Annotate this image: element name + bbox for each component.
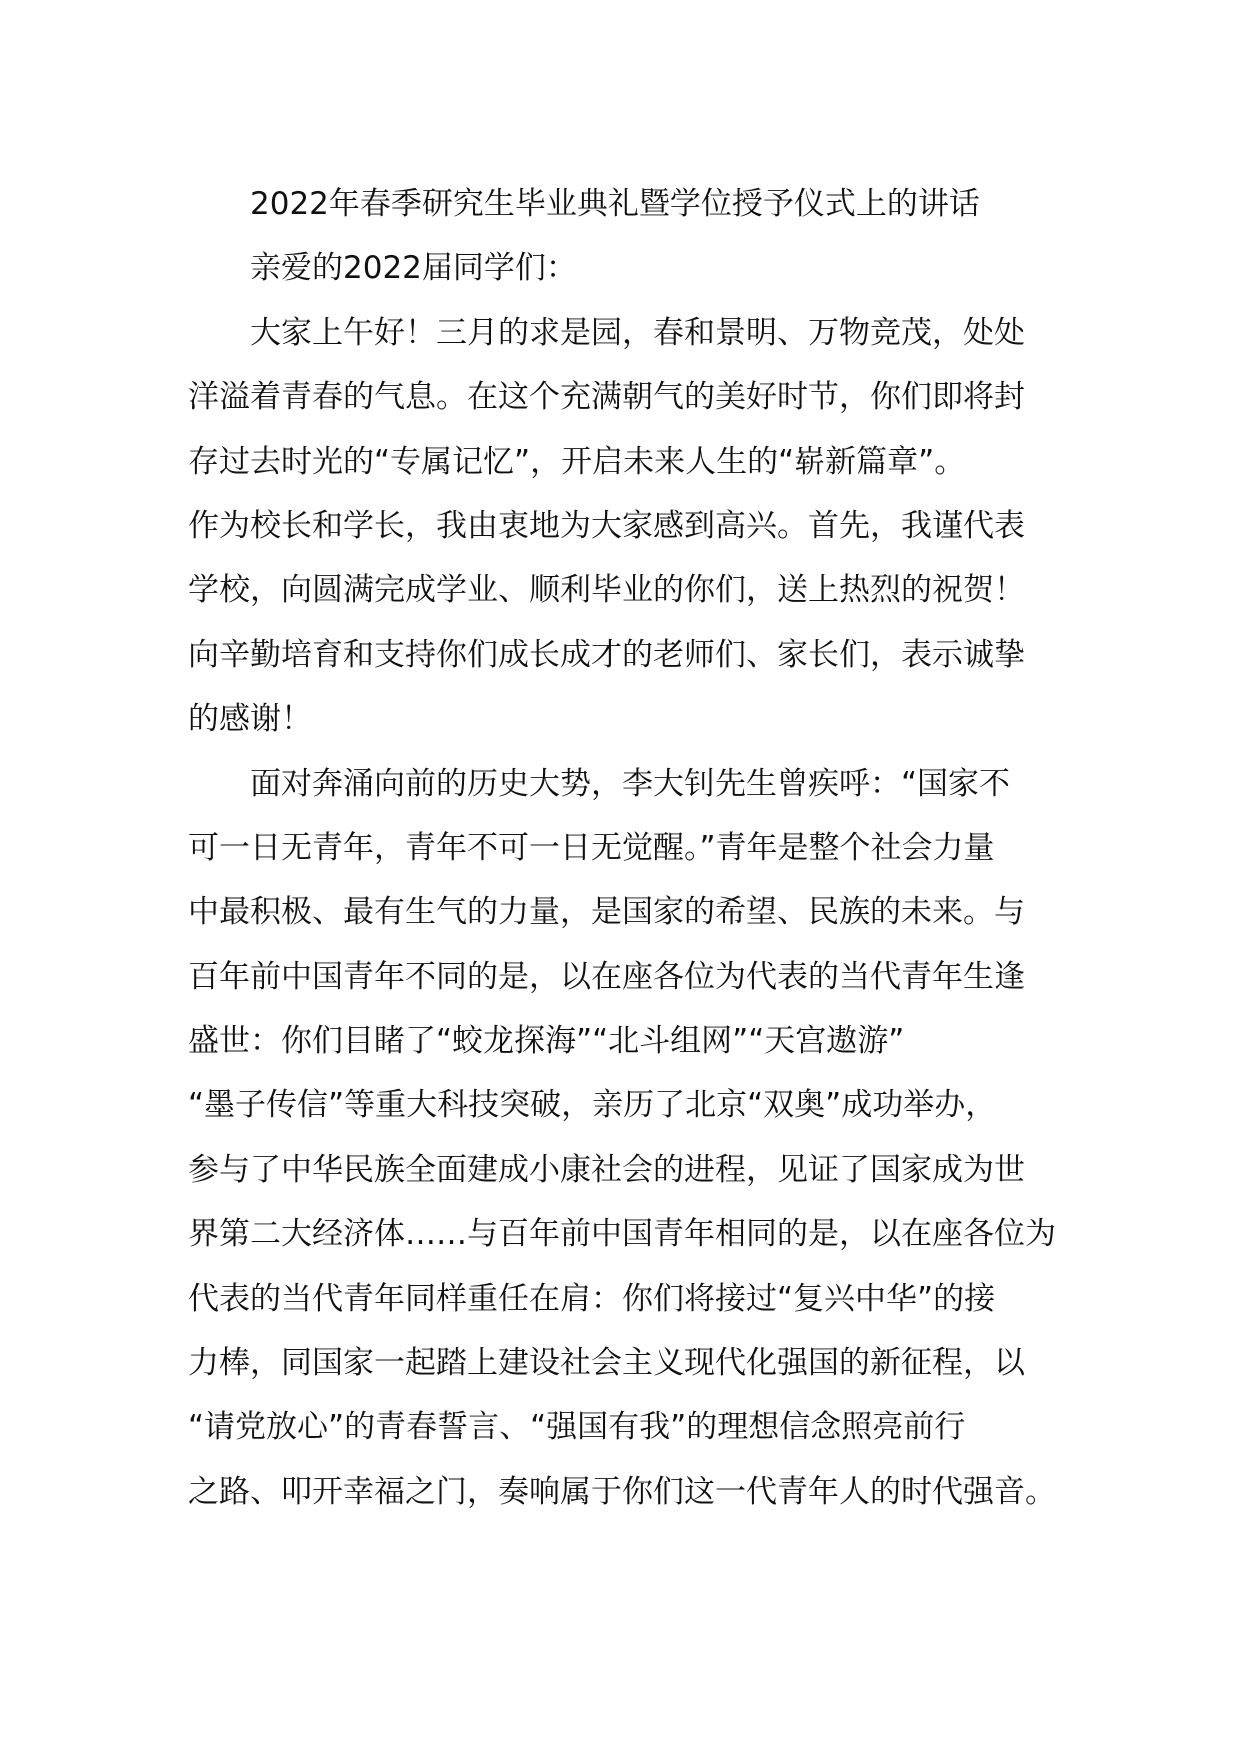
paragraph-line: 代表的当代青年同样重任在肩：你们将接过“复兴中华”的接 [188,1280,996,1317]
paragraph-line: 盛世：你们目睹了“蛟龙探海”“北斗组网”“天宫遨游” [188,1023,905,1060]
paragraph-line: 百年前中国青年不同的是，以在座各位为代表的当代青年生逢 [188,958,1025,995]
paragraph-line: 作为校长和学长，我由衷地为大家感到高兴。首先，我谨代表 [188,507,1025,544]
paragraph-line: 中最积极、最有生气的力量，是国家的希望、民族的未来。与 [188,894,1025,931]
paragraph-line: “墨子传信”等重大科技突破，亲历了北京“双奥”成功举办， [188,1087,997,1124]
paragraph-line: 存过去时光的“专属记忆”，开启未来人生的“崭新篇章”。 [188,443,966,480]
paragraph-line: 学校，向圆满完成学业、顺利毕业的你们，送上热烈的祝贺！ [188,572,1025,609]
paragraph-line: 面对奔涌向前的历史大势，李大钊先生曾疾呼：“国家不 [250,765,1011,802]
paragraph-line: “请党放心”的青春誓言、“强国有我”的理想信念照亮前行 [188,1409,966,1446]
paragraph-1 [188,301,1064,752]
paragraph-line: 大家上午好！三月的求是园，春和景明、万物竞茂，处处 [250,314,1025,351]
paragraph-line: 可一日无青年，青年不可一日无觉醒。”青年是整个社会力量 [188,829,995,866]
document-body [188,172,1064,1524]
document-title: 2022年春季研究生毕业典礼暨学位授予仪式上的讲话 [250,186,980,222]
paragraph-line: 向辛勤培育和支持你们成长成才的老师们、家长们，表示诚挚 [188,636,1025,673]
paragraph-line: 的感谢！ [188,701,312,738]
paragraph-line: 参与了中华民族全面建成小康社会的进程，见证了国家成为世 [188,1151,1025,1188]
paragraph-line: 洋溢着青春的气息。在这个充满朝气的美好时节，你们即将封 [188,379,1025,416]
salutation: 亲爱的2022届同学们： [250,250,577,287]
paragraph-2 [188,752,1064,1525]
paragraph-line: 界第二大经济体……与百年前中国青年相同的是，以在座各位为 [188,1216,1056,1253]
paragraph-line: 之路、叩开幸福之门，奏响属于你们这一代青年人的时代强音。 [188,1473,1056,1510]
paragraph-line: 力棒，同国家一起踏上建设社会主义现代化强国的新征程，以 [188,1345,1025,1382]
